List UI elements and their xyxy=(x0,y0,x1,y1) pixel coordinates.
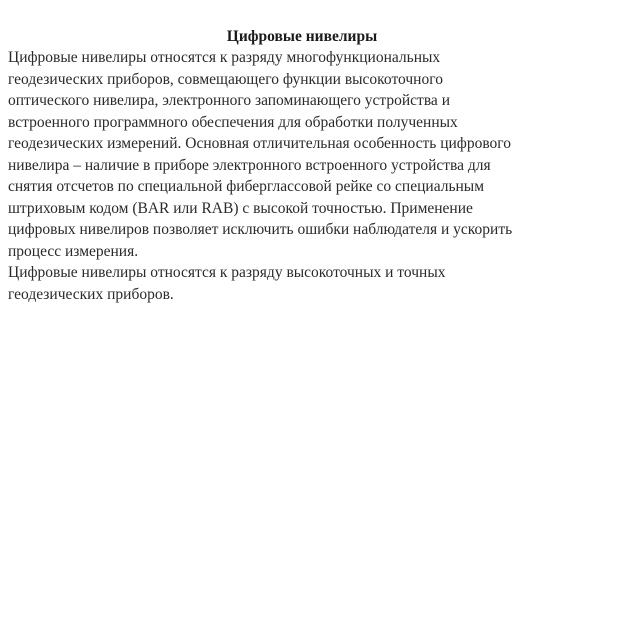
text-line: геодезических приборов. xyxy=(8,285,174,303)
document-title: Цифровые нивелиры xyxy=(226,28,378,45)
document-body xyxy=(8,47,608,305)
text-line: снятия отсчетов по специальной фиберглассовой рейке со специальным xyxy=(8,178,485,195)
text-line: Цифровые нивелиры относятся к разряду высокоточных и точных xyxy=(8,264,446,281)
text-line: оптического нивелира, электронного запоминающего устройства и xyxy=(8,92,450,109)
text-line: процесс измерения. xyxy=(8,242,139,260)
text-line: геодезических измерений. Основная отличительная особенность цифрового xyxy=(8,135,512,152)
text-line: геодезических приборов, совмещающего функции высокоточного xyxy=(8,70,443,88)
text-line: встроенного программного обеспечения для обработки полученных xyxy=(8,113,458,131)
text-line: нивелира – наличие в приборе электронного встроенного устройства для xyxy=(8,156,491,174)
text-line: Цифровые нивелиры относятся к разряду многофункциональных xyxy=(8,49,441,66)
text-line: штриховым кодом (BAR или RAB) с высокой точностью. Применение xyxy=(8,199,473,217)
text-line: цифровых нивелиров позволяет исключить ошибки наблюдателя и ускорить xyxy=(8,221,513,238)
